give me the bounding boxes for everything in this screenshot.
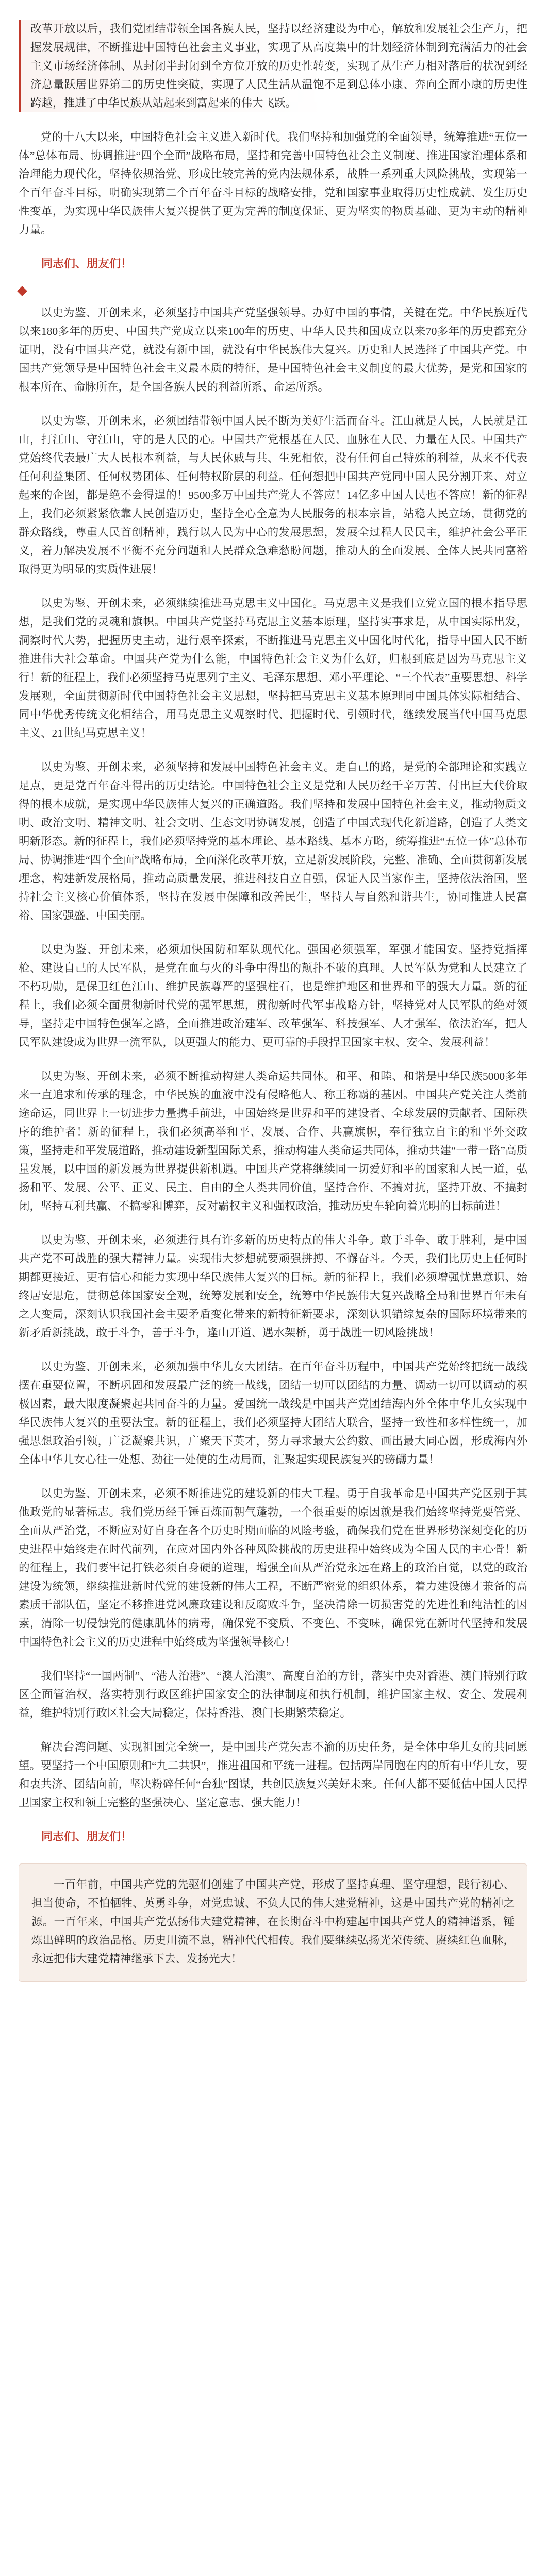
body-paragraph: 以史为鉴、开创未来，必须进行具有许多新的历史特点的伟大斗争。敢于斗争、敢于胜利，是中国共产党不可战胜的强大精神力量。实现伟大梦想就要顽强拼搏、不懈奋斗。今天，我们比历史上任何时期都更接近、更有信心和能力实现中华民族伟大复兴的目标。新的征程上，我们必须增强忧患意识、始终居安思危，贯彻总体国家安全观，统筹发展和安全，统筹中华民族伟大复兴战略全局和世界百年未有之大变局，深刻认识我国社会主要矛盾变化带来的新特征新要求，深刻认识错综复杂的国际环境带来的新矛盾新挑战，敢于斗争，善于斗争，逢山开道、遇水架桥，勇于战胜一切风险挑战！ xyxy=(19,1234,527,1339)
intro-paragraph: 党的十八大以来，中国特色社会主义进入新时代。我们坚持和加强党的全面领导，统筹推进“五位一体”总体布局、协调推进“四个全面”战略布局，坚持和完善中国特色社会主义制度、推进国家治理体系和治理能力现代化，坚持依规治党、形成比较完善的党内法规体系，战胜一系列重大风险挑战，实现第一个百年奋斗目标，明确实现第二个百年奋斗目标的战略安排，党和国家事业取得历史性成就、发生历史性变革，为实现中华民族伟大复兴提供了更为完善的制度保证、更为坚实的物质基础、更为主动的精神力量。 xyxy=(19,131,527,236)
body-paragraph: 解决台湾问题、实现祖国完全统一，是中国共产党矢志不渝的历史任务，是全体中华儿女的共同愿望。要坚持一个中国原则和“九二共识”，推进祖国和平统一进程。包括两岸同胞在内的所有中华儿女，要和衷共济、团结向前，坚决粉碎任何“台独”图谋，共创民族复兴美好未来。任何人都不要低估中国人民捍卫国家主权和领土完整的坚强决心、坚定意志、强大能力！ xyxy=(19,1741,527,1809)
body-paragraph: 我们坚持“一国两制”、“港人治港”、“澳人治澳”、高度自治的方针，落实中央对香港、澳门特别行政区全面管治权，落实特别行政区维护国家安全的法律制度和执行机制，维护国家主权、安全、发展利益，维护特别行政区社会大局稳定，保持香港、澳门长期繁荣稳定。 xyxy=(19,1670,527,1719)
section-diamond-icon xyxy=(17,286,27,296)
main-section xyxy=(19,291,527,1812)
closing-paragraph: 一百年前，中国共产党的先驱们创建了中国共产党，形成了坚持真理、坚守理想，践行初心、担当使命，不怕牺牲、英勇斗争，对党忠诚、不负人民的伟大建党精神，这是中国共产党的精神之源。一百年来，中国共产党弘扬伟大建党精神，在长期奋斗中构建起中国共产党人的精神谱系，锤炼出鲜明的政治品格。历史川流不息，精神代代相传。我们要继续弘扬光荣传统、赓续红色血脉，永远把伟大建党精神继承下去、发扬光大！ xyxy=(19,1863,527,1982)
body-paragraph: 以史为鉴、开创未来，必须坚持和发展中国特色社会主义。走自己的路，是党的全部理论和实践立足点，更是党百年奋斗得出的历史结论。中国特色社会主义是党和人民历经千辛万苦、付出巨大代价取得的根本成就，是实现中华民族伟大复兴的正确道路。我们坚持和发展中国特色社会主义，推动物质文明、政治文明、精神文明、社会文明、生态文明协调发展，创造了中国式现代化新道路，创造了人类文明新形态。新的征程上，我们必须坚持党的基本理论、基本路线、基本方略，统筹推进“五位一体”总体布局、协调推进“四个全面”战略布局，全面深化改革开放，立足新发展阶段，完整、准确、全面贯彻新发展理念，构建新发展格局，推动高质量发展，推进科技自立自强，保证人民当家作主，坚持依法治国，坚持社会主义核心价值体系，坚持在发展中保障和改善民生，坚持人与自然和谐共生，协同推进人民富裕、国家强盛、中国美丽。 xyxy=(19,761,527,922)
body-paragraph: 以史为鉴、开创未来，必须坚持中国共产党坚强领导。办好中国的事情，关键在党。中华民族近代以来180多年的历史、中国共产党成立以来100年的历史、中华人民共和国成立以来70多年的历史都充分证明，没有中国共产党，就没有新中国，就没有中华民族伟大复兴。历史和人民选择了中国共产党。中国共产党领导是中国特色社会主义最本质的特征，是中国特色社会主义制度的最大优势，是党和国家的根本所在、命脉所在，是全国各族人民的利益所系、命运所系。 xyxy=(19,307,527,393)
body-paragraph: 以史为鉴、开创未来，必须不断推进党的建设新的伟大工程。勇于自我革命是中国共产党区别于其他政党的显著标志。我们党历经千锤百炼而朝气蓬勃，一个很重要的原因就是我们始终坚持党要管党、全面从严治党，不断应对好自身在各个历史时期面临的风险考验，确保我们党在世界形势深刻变化的历史进程中始终走在时代前列，在应对国内外各种风险挑战的历史进程中始终成为全国人民的主心骨！新的征程上，我们要牢记打铁必须自身硬的道理，增强全面从严治党永远在路上的政治自觉，以党的政治建设为统领，继续推进新时代党的建设新的伟大工程，不断严密党的组织体系，着力建设德才兼备的高素质干部队伍，坚定不移推进党风廉政建设和反腐败斗争，坚决清除一切损害党的先进性和纯洁性的因素，清除一切侵蚀党的健康肌体的病毒，确保党不变质、不变色、不变味，确保党在新时代坚持和发展中国特色社会主义的历史进程中始终成为坚强领导核心！ xyxy=(19,1487,527,1648)
body-paragraph: 以史为鉴、开创未来，必须不断推动构建人类命运共同体。和平、和睦、和谐是中华民族5000多年来一直追求和传承的理念，中华民族的血液中没有侵略他人、称王称霸的基因。中国共产党关注人类前途命运，同世界上一切进步力量携手前进，中国始终是世界和平的建设者、全球发展的贡献者、国际秩序的维护者！新的征程上，我们必须高举和平、发展、合作、共赢旗帜，奉行独立自主的和平外交政策，坚持走和平发展道路，推动建设新型国际关系，推动构建人类命运共同体，推动共建“一带一路”高质量发展，以中国的新发展为世界提供新机遇。中国共产党将继续同一切爱好和平的国家和人民一道，弘扬和平、发展、公平、正义、民主、自由的全人类共同价值，坚持合作、不搞对抗，坚持开放、不搞封闭，坚持互利共赢、不搞零和博弈，反对霸权主义和强权政治，推动历史车轮向着光明的目标前进！ xyxy=(19,1070,527,1212)
body-paragraph: 以史为鉴、开创未来，必须继续推进马克思主义中国化。马克思主义是我们立党立国的根本指导思想，是我们党的灵魂和旗帜。中国共产党坚持马克思主义基本原理，坚持实事求是，从中国实际出发，洞察时代大势，把握历史主动，进行艰辛探索，不断推进马克思主义中国化时代化，指导中国人民不断推进伟大社会革命。中国共产党为什么能，中国特色社会主义为什么好，归根到底是因为马克思主义行！新的征程上，我们必须坚持马克思列宁主义、毛泽东思想、邓小平理论、“三个代表”重要思想、科学发展观，全面贯彻新时代中国特色社会主义思想，坚持把马克思主义基本原理同中国具体实际相结合、同中华优秀传统文化相结合，用马克思主义观察时代、把握时代、引领时代，继续发展当代中国马克思主义、21世纪马克思主义！ xyxy=(19,597,527,739)
body-paragraph: 以史为鉴、开创未来，必须团结带领中国人民不断为美好生活而奋斗。江山就是人民，人民就是江山，打江山、守江山，守的是人民的心。中国共产党根基在人民、血脉在人民、力量在人民。中国共产党始终代表最广大人民根本利益，与人民休戚与共、生死相依，没有任何自己特殊的利益，从来不代表任何利益集团、任何权势团体、任何特权阶层的利益。任何想把中国共产党同中国人民分割开来、对立起来的企图，都是绝不会得逞的！9500多万中国共产党人不答应！14亿多中国人民也不答应！新的征程上，我们必须紧紧依靠人民创造历史，坚持全心全意为人民服务的根本宗旨，站稳人民立场，贯彻党的群众路线，尊重人民首创精神，践行以人民为中心的发展思想，发展全过程人民民主，维护社会公平正义，着力解决发展不平衡不充分问题和人民群众急难愁盼问题，推动人的全面发展、全体人民共同富裕取得更为明显的实质性进展！ xyxy=(19,415,527,575)
salutation: 同志们、朋友们！ xyxy=(41,1830,133,1843)
salutation: 同志们、朋友们！ xyxy=(41,257,133,270)
body-paragraph: 以史为鉴、开创未来，必须加快国防和军队现代化。强国必须强军，军强才能国安。坚持党指挥枪、建设自己的人民军队，是党在血与火的斗争中得出的颠扑不破的真理。人民军队为党和人民建立了不朽功勋，是保卫红色江山、维护民族尊严的坚强柱石，也是维护地区和世界和平的强大力量。新的征程上，我们必须全面贯彻新时代党的强军思想，贯彻新时代军事战略方针，坚持党对人民军队的绝对领导，坚持走中国特色强军之路，全面推进政治建军、改革强军、科技强军、人才强军、依法治军，把人民军队建设成为世界一流军队，以更强大的能力、更可靠的手段捍卫国家主权、安全、发展利益！ xyxy=(19,943,527,1048)
intro-paragraph: 改革开放以后，我们党团结带领全国各族人民，坚持以经济建设为中心，解放和发展社会生产力，把握发展规律，不断推进中国特色社会主义事业，实现了从高度集中的计划经济体制到充满活力的社会主义市场经济体制、从封闭半封闭到全方位开放的历史性转变，实现了从生产力相对落后的状况到经济总量跃居世界第二的历史性突破，实现了人民生活从温饱不足到总体小康、奔向全面小康的历史性跨越，推进了中华民族从站起来到富起来的伟大飞跃。 xyxy=(19,20,527,112)
body-paragraph: 以史为鉴、开创未来，必须加强中华儿女大团结。在百年奋斗历程中，中国共产党始终把统一战线摆在重要位置，不断巩固和发展最广泛的统一战线，团结一切可以团结的力量、调动一切可以调动的积极因素，最大限度凝聚起共同奋斗的力量。爱国统一战线是中国共产党团结海内外全体中华儿女实现中华民族伟大复兴的重要法宝。新的征程上，我们必须坚持大团结大联合，坚持一致性和多样性统一，加强思想政治引领，广泛凝聚共识，广聚天下英才，努力寻求最大公约数、画出最大同心圆，形成海内外全体中华儿女心往一处想、劲往一处使的生动局面，汇聚起实现民族复兴的磅礴力量！ xyxy=(19,1361,527,1466)
